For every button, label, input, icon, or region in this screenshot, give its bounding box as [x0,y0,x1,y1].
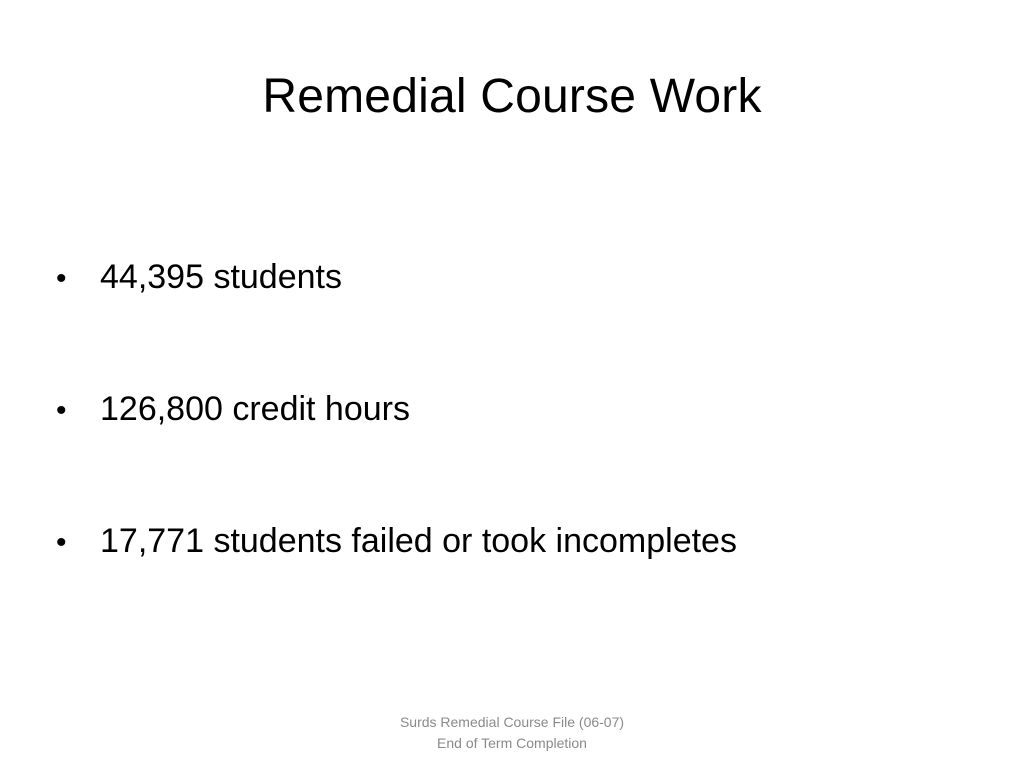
bullet-text-failed-incompletes: 17,771 students failed or took incompletes [100,522,737,560]
bullet-item [56,250,976,382]
bullet-list [56,250,976,646]
bullet-marker: • [56,262,67,295]
bullet-marker: • [56,394,67,427]
bullet-item [56,514,976,646]
bullet-text-students: 44,395 students [100,258,342,296]
footer-source: Surds Remedial Course File (06-07) [399,714,625,730]
bullet-item [56,382,976,514]
bullet-marker: • [56,526,67,559]
footer-subtitle: End of Term Completion [437,735,587,751]
bullet-text-credit-hours: 126,800 credit hours [100,390,410,428]
slide-footer [312,712,712,754]
slide-title: Remedial Course Work [262,70,762,123]
